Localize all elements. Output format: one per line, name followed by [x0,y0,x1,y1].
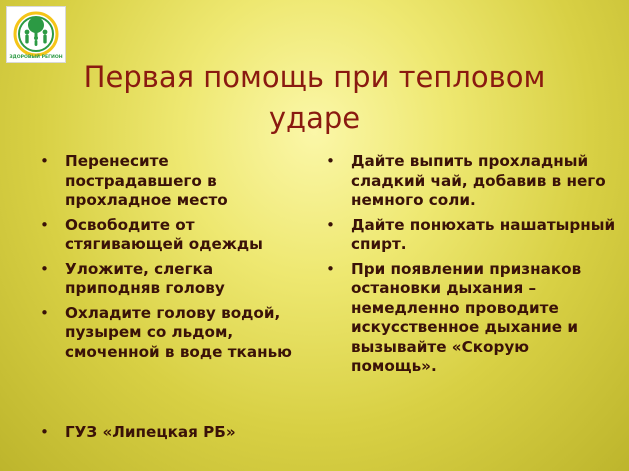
list-item: • Перенесите пострадавшего в прохладное место [40,152,308,211]
footer-list [40,423,340,443]
list-item: • Дайте понюхать нашатырный спирт. [326,216,616,255]
logo [6,6,66,63]
list-item: • Освободите от стягивающей одежды [40,216,308,255]
list-item: • При появлении признаков остановки дыхания – немедленно проводите искусственное дыхание и вызывайте «Скорую помощь». [326,260,616,377]
list-item: • Охладите голову водой, пузырем со льдом, смоченной в воде тканью [40,304,308,363]
slide-title: Первая помощь при тепловом ударе [83,60,546,135]
organization-name: • ГУЗ «Липецкая РБ» [40,423,340,443]
list-item: • Уложите, слегка приподняв голову [40,260,308,299]
healthy-region-logo-icon [7,7,65,62]
left-column-list [40,152,308,367]
logo-caption: ЗДОРОВЫЙ РЕГИОН [9,55,63,60]
right-column-list [326,152,616,382]
list-item: • Дайте выпить прохладный сладкий чай, добавив в него немного соли. [326,152,616,211]
